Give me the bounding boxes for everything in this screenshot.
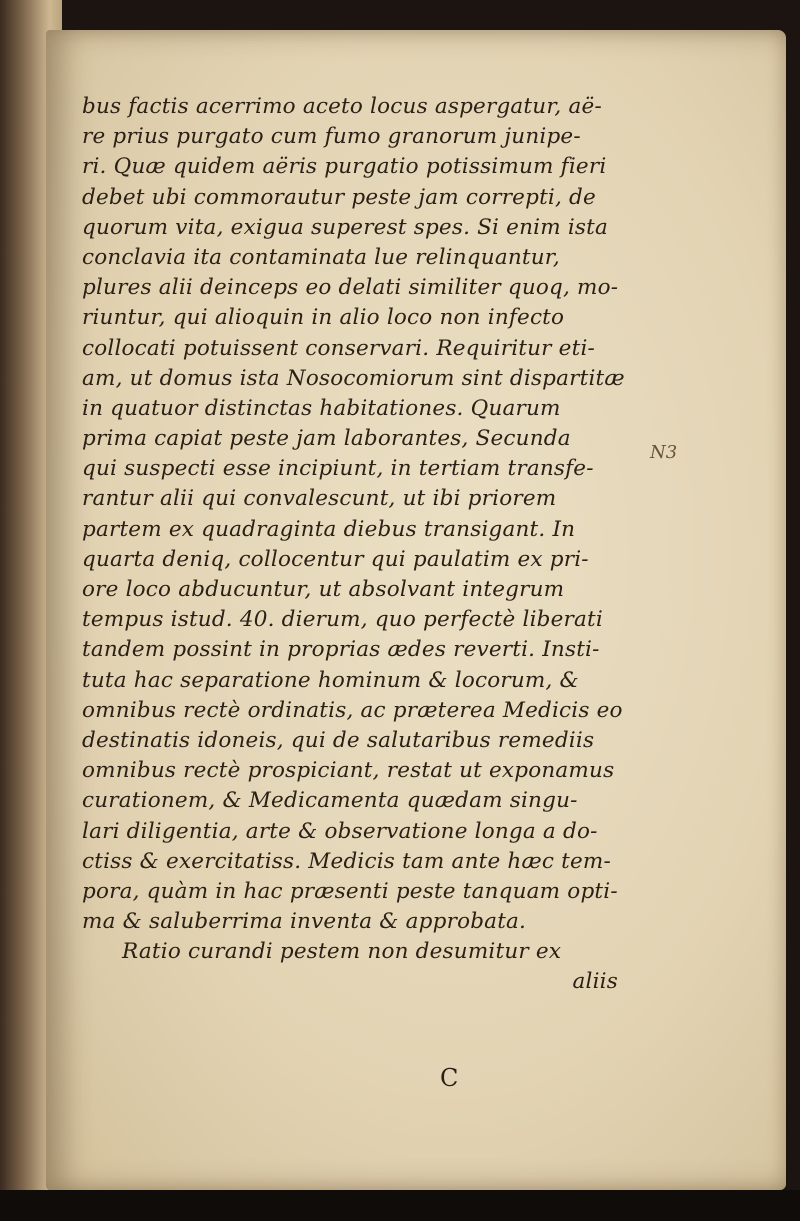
text-line: lari diligentia, arte & observatione longa a do- — [82, 818, 598, 844]
text-line: tuta hac separatione hominum & locorum, & — [82, 667, 579, 693]
text-line: destinatis idoneis, qui de salutaribus remediis — [82, 727, 595, 753]
text-line: pora, quàm in hac præsenti peste tanquam opti- — [82, 878, 618, 904]
page-text-block — [82, 92, 642, 998]
catchword-line — [82, 967, 642, 997]
text-line: re prius purgato cum fumo granorum junipe- — [82, 124, 581, 150]
text-line: prima capiat peste jam laborantes, Secunda — [82, 426, 571, 452]
text-line: in quatuor distinctas habitationes. Quarum — [82, 395, 561, 421]
text-line: collocati potuissent conservari. Requiritur eti- — [82, 335, 595, 361]
text-line: partem ex quadraginta diebus transigant. In — [82, 516, 576, 542]
text-line: plures alii deinceps eo delati similiter quoq, mo- — [82, 275, 619, 301]
text-line: omnibus rectè ordinatis, ac præterea Medicis eo — [82, 697, 623, 723]
text-line: riuntur, qui alioquin in alio loco non infecto — [82, 305, 565, 331]
text-line: am, ut domus ista Nosocomiorum sint dispartitæ — [82, 365, 625, 391]
text-line: debet ubi commorautur peste jam correpti, de — [82, 184, 596, 210]
section-heading-line: Ratio curandi pestem non desumitur ex — [122, 939, 562, 965]
text-line: ma & saluberrima inventa & approbata. — [82, 909, 527, 935]
text-line: qui suspecti esse incipiunt, in tertiam transfe- — [82, 456, 594, 482]
text-line: tempus istud. 40. dierum, quo perfectè liberati — [82, 607, 603, 633]
text-line: ctiss & exercitatiss. Medicis tam ante hæc tem- — [82, 848, 611, 874]
text-line: tandem possint in proprias ædes reverti. Insti- — [82, 637, 600, 663]
text-line: ri. Quæ quidem aëris purgatio potissimum fieri — [82, 154, 607, 180]
signature-mark: C — [440, 1064, 459, 1092]
bottom-dark-edge — [0, 1190, 800, 1221]
text-line: curationem, & Medicamenta quædam singu- — [82, 788, 578, 814]
catchword: aliis — [572, 969, 618, 995]
text-line: bus factis acerrimo aceto locus aspergatur, aë- — [82, 94, 602, 119]
text-line: conclavia ita contaminata lue relinquantur, — [82, 244, 560, 270]
text-line: omnibus rectè prospiciant, restat ut exponamus — [82, 758, 615, 784]
margin-note: N3 — [650, 442, 678, 463]
text-line: quarta deniq, collocentur qui paulatim ex pri- — [82, 546, 589, 572]
text-line: ore loco abducuntur, ut absolvant integrum — [82, 577, 565, 602]
text-line: quorum vita, exigua superest spes. Si enim ista — [82, 214, 609, 240]
text-line: rantur alii qui convalescunt, ut ibi priorem — [82, 486, 557, 512]
